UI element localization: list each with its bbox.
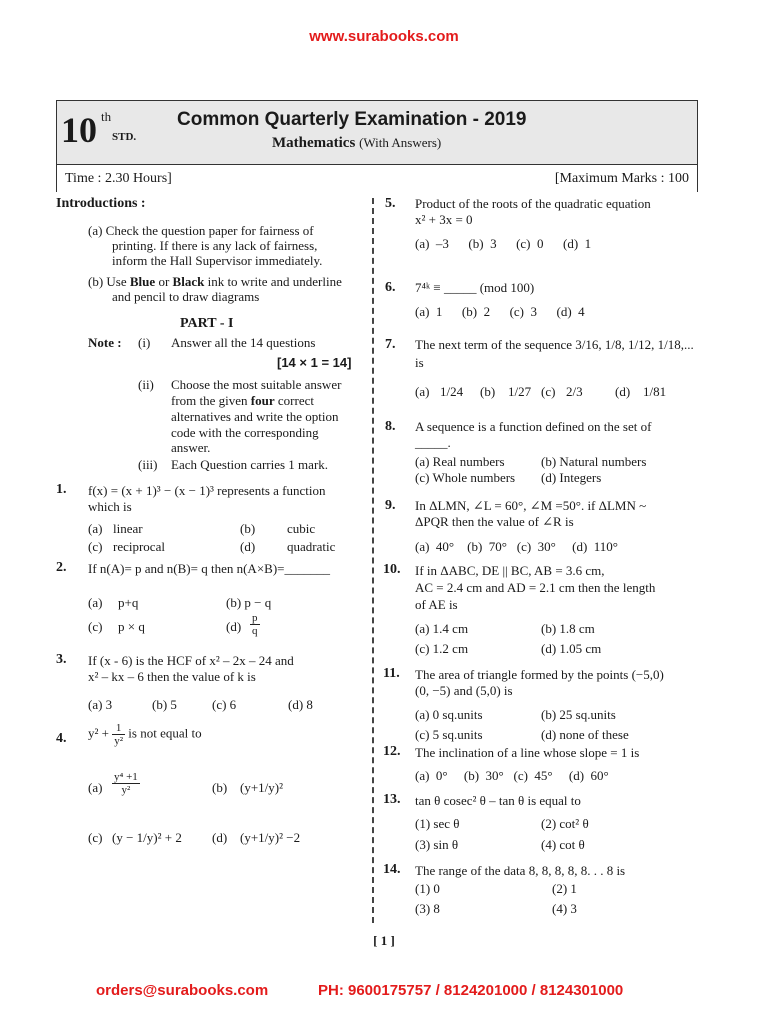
q1-opt-b: (b) xyxy=(240,521,256,536)
q6-number: 6. xyxy=(385,280,396,295)
q8-opt-b: (b) Natural numbers xyxy=(541,454,647,469)
q2-opt-a: (a) xyxy=(88,595,103,610)
q5-line1: Product of the roots of the quadratic equation xyxy=(415,196,651,211)
note-ii1: Choose the most suitable answer xyxy=(171,377,342,392)
q5-line2: x² + 3x = 0 xyxy=(415,212,473,227)
intro-b1: (b) Use Blue or Black ink to write and underline xyxy=(88,274,342,289)
q7-opt-c: (c) xyxy=(541,384,556,399)
q4-opt-a-fraction: $\frac{\text{y⁴ +1}}{\text{y²}}$ xyxy=(114,771,138,796)
column-divider xyxy=(372,198,374,923)
q2-opt-d-fraction: $\frac{p}{q}$ xyxy=(252,612,258,637)
q7-opt-a-value: 1/24 xyxy=(440,384,464,399)
q8-line1: A sequence is a function defined on the set of xyxy=(415,419,652,434)
note-iii-text: Each Question carries 1 mark. xyxy=(171,457,329,472)
q12-text: The inclination of a line whose slope = 1 is xyxy=(415,745,640,760)
intro-b2: and pencil to draw diagrams xyxy=(112,289,260,304)
q10-opt-a: (a) 1.4 cm xyxy=(415,621,469,636)
q13-number: 13. xyxy=(383,792,401,807)
q7-opt-d-value: 1/81 xyxy=(643,384,667,399)
q8-opt-d: (d) Integers xyxy=(541,470,602,485)
q7-opt-a: (a) xyxy=(415,384,430,399)
subject-title: Mathematics (With Answers) xyxy=(272,135,442,151)
q2-text: If n(A)= p and n(B)= q then n(A×B)=_______ xyxy=(88,561,330,576)
site-url[interactable]: www.surabooks.com xyxy=(309,28,459,45)
q2-opt-c-text: p × q xyxy=(118,619,145,634)
q3-opt-d: (d) 8 xyxy=(288,697,313,712)
q2-opt-d: (d) xyxy=(226,619,242,634)
part-heading: PART - I xyxy=(180,316,234,331)
q13-opt-1: (1) sec θ xyxy=(415,816,460,831)
q3-opt-a: (a) 3 xyxy=(88,697,113,712)
q6-options: (a) 1 (b) 2 (c) 3 (d) 4 xyxy=(415,304,585,319)
note-iii-label: (iii) xyxy=(138,457,158,472)
q2-opt-b: (b) p − q xyxy=(226,595,272,610)
q8-opt-a: (a) Real numbers xyxy=(415,454,505,469)
q10-number: 10. xyxy=(383,562,401,577)
note-ii5: answer. xyxy=(171,440,211,455)
note-ii2: from the given four correct xyxy=(171,393,314,408)
q8-line2: _____. xyxy=(415,435,451,450)
q10-opt-d: (d) 1.05 cm xyxy=(541,641,602,656)
note-ii4: code with the corresponding xyxy=(171,425,319,440)
q14-number: 14. xyxy=(383,862,401,877)
std-label: STD. xyxy=(112,131,137,143)
q1-opt-c-text: reciprocal xyxy=(113,539,165,554)
intro-a3: inform the Hall Supervisor immediately. xyxy=(112,253,323,268)
exam-title: Common Quarterly Examination - 2019 xyxy=(177,109,527,130)
q3-opt-c: (c) 6 xyxy=(212,697,237,712)
q3-line2: x² – kx – 6 then the value of k is xyxy=(88,669,256,684)
intro-heading: Introductions : xyxy=(56,196,146,211)
q10-opt-c: (c) 1.2 cm xyxy=(415,641,469,656)
q11-line1: The area of triangle formed by the points (−5,0) xyxy=(415,667,664,682)
q7-opt-b: (b) xyxy=(480,384,496,399)
q1-line1: f(x) = (x + 1)³ − (x − 1)³ represents a function xyxy=(88,483,326,498)
q11-opt-d: (d) none of these xyxy=(541,727,629,742)
q4-opt-b-expr: (y+1/y)² xyxy=(240,780,283,795)
q3-number: 3. xyxy=(56,652,67,667)
q14-opt-3: (3) 8 xyxy=(415,901,440,916)
q2-number: 2. xyxy=(56,560,67,575)
q10-line2: AC = 2.4 cm and AD = 2.1 cm then the length xyxy=(415,580,656,595)
q1-number: 1. xyxy=(56,482,67,497)
q7-opt-d: (d) xyxy=(615,384,631,399)
footer-email[interactable]: orders@surabooks.com xyxy=(96,982,269,999)
intro-a1: (a) Check the question paper for fairness of xyxy=(88,223,314,238)
q7-opt-b-value: 1/27 xyxy=(508,384,532,399)
q4-opt-d-expr: (y+1/y)² −2 xyxy=(240,830,301,845)
q7-line2: is xyxy=(415,355,424,370)
q1-opt-d-text: quadratic xyxy=(287,539,336,554)
q9-line2: ΔPQR then the value of ∠R is xyxy=(415,514,574,529)
note-marks: [14 × 1 = 14] xyxy=(277,355,352,370)
q7-text: The next term of the sequence 3/16, 1/8, 1/12, 1/18,... xyxy=(415,337,694,352)
max-marks: [Maximum Marks : 100 xyxy=(554,171,689,186)
q1-opt-a: (a) xyxy=(88,521,103,536)
q13-opt-2: (2) cot² θ xyxy=(541,816,589,831)
q5-number: 5. xyxy=(385,196,396,211)
note-label: Note : xyxy=(88,335,122,350)
time-marks-bar xyxy=(57,164,697,192)
std-suffix: th xyxy=(101,109,112,124)
q11-opt-a: (a) 0 sq.units xyxy=(415,707,483,722)
q10-opt-b: (b) 1.8 cm xyxy=(541,621,595,636)
q4-number: 4. xyxy=(56,731,67,746)
q1-opt-b-text: cubic xyxy=(287,521,316,536)
note-ii-label: (ii) xyxy=(138,377,154,392)
q2-opt-c: (c) xyxy=(88,619,103,634)
q10-line3: of AE is xyxy=(415,597,458,612)
q7-number: 7. xyxy=(385,337,396,352)
std-number: 10 xyxy=(61,110,97,150)
q14-opt-4: (4) 3 xyxy=(552,901,577,916)
footer-phone: PH: 9600175757 / 8124201000 / 8124301000 xyxy=(318,982,624,999)
page-number: [ 1 ] xyxy=(373,933,395,948)
q6-text: 7⁴ᵏ ≡ _____ (mod 100) xyxy=(415,280,535,295)
q13-opt-3: (3) sin θ xyxy=(415,837,459,852)
q12-number: 12. xyxy=(383,744,401,759)
q11-line2: (0, −5) and (5,0) is xyxy=(415,683,513,698)
intro-a2: printing. If there is any lack of fairness, xyxy=(112,238,318,253)
q12-options: (a) 0° (b) 30° (c) 45° (d) 60° xyxy=(415,768,609,783)
q1-opt-d: (d) xyxy=(240,539,256,554)
q3-opt-b: (b) 5 xyxy=(152,697,177,712)
q4-opt-d: (d) xyxy=(212,830,228,845)
q4-text: y² + $\frac{1}{\text{y²}}$ is not equal to xyxy=(88,722,202,747)
q7-opt-c-value: 2/3 xyxy=(566,384,583,399)
q13-opt-4: (4) cot θ xyxy=(541,837,585,852)
q8-number: 8. xyxy=(385,419,396,434)
q14-opt-2: (2) 1 xyxy=(552,881,577,896)
q9-options: (a) 40° (b) 70° (c) 30° (d) 110° xyxy=(415,539,618,554)
q4-opt-a: (a) xyxy=(88,780,103,795)
q9-line1: In ΔLMN, ∠L = 60°, ∠M =50°. if ΔLMN ~ xyxy=(415,498,647,513)
q11-opt-c: (c) 5 sq.units xyxy=(415,727,483,742)
q4-opt-b: (b) xyxy=(212,780,228,795)
q1-opt-a-text: linear xyxy=(113,521,143,536)
q11-number: 11. xyxy=(383,666,400,681)
exam-header xyxy=(56,100,698,192)
exam-time: Time : 2.30 Hours] xyxy=(65,171,172,186)
q13-text: tan θ cosec² θ – tan θ is equal to xyxy=(415,793,581,808)
q14-opt-1: (1) 0 xyxy=(415,881,440,896)
q10-line1: If in ΔABC, DE || BC, AB = 3.6 cm, xyxy=(415,563,605,578)
q4-opt-c-expr: (y − 1/y)² + 2 xyxy=(112,830,182,845)
note-i-text: Answer all the 14 questions xyxy=(171,335,316,350)
q1-opt-c: (c) xyxy=(88,539,103,554)
q11-opt-b: (b) 25 sq.units xyxy=(541,707,616,722)
note-i-label: (i) xyxy=(138,335,151,350)
q9-number: 9. xyxy=(385,498,396,513)
q1-line2: which is xyxy=(88,499,132,514)
q2-opt-a-text: p+q xyxy=(118,595,139,610)
q5-options: (a) –3 (b) 3 (c) 0 (d) 1 xyxy=(415,236,592,251)
q14-text: The range of the data 8, 8, 8, 8, 8. . . 8 is xyxy=(415,863,626,878)
q3-line1: If (x - 6) is the HCF of x² – 2x – 24 and xyxy=(88,653,294,668)
note-ii3: alternatives and write the option xyxy=(171,409,339,424)
q8-opt-c: (c) Whole numbers xyxy=(415,470,516,485)
q4-opt-c: (c) xyxy=(88,830,103,845)
